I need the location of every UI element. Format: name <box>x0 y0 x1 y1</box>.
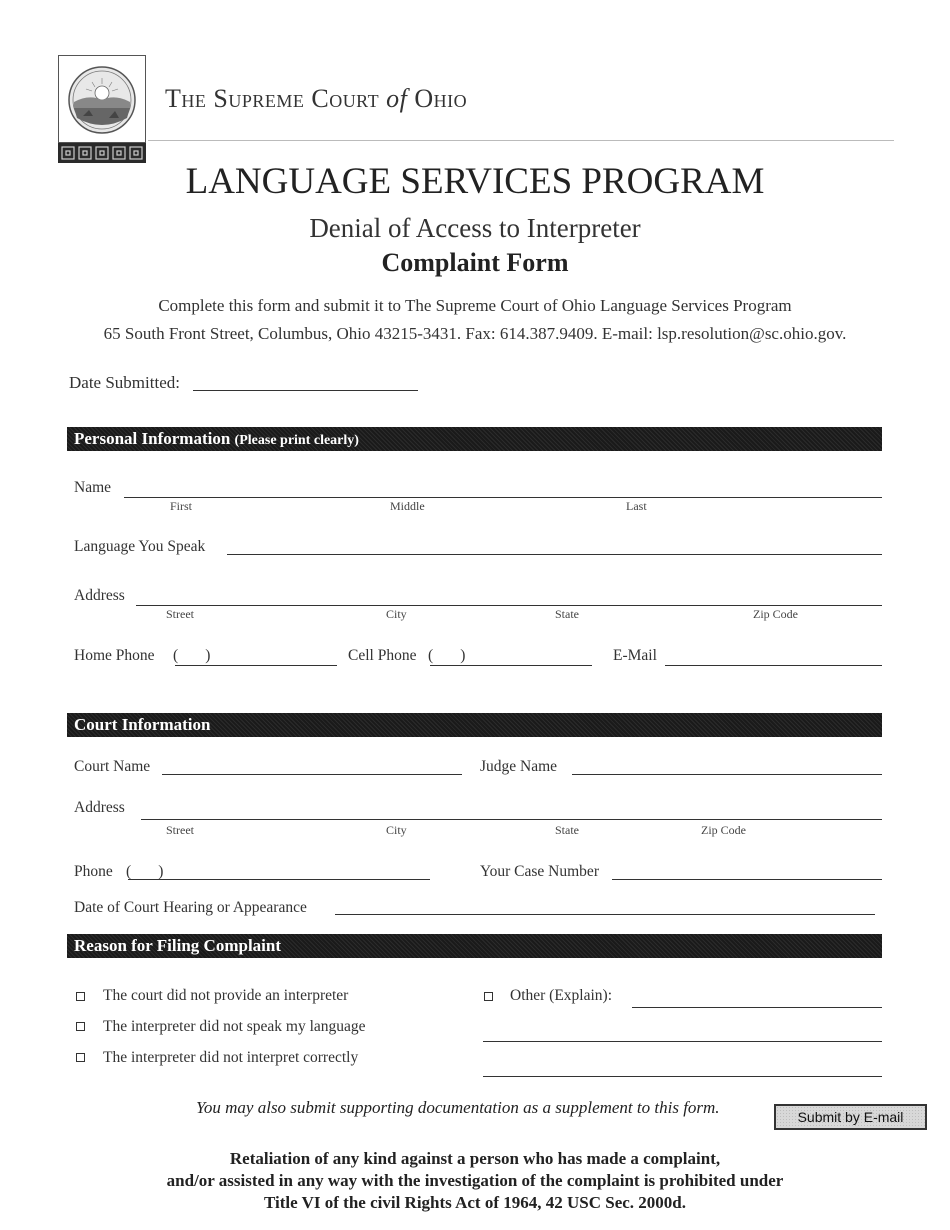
personal-info-heading-note: (Please print clearly) <box>234 433 359 448</box>
name-label: Name <box>74 479 112 496</box>
case-number-field[interactable] <box>612 879 882 880</box>
instructions-line2: 65 South Front Street, Columbus, Ohio 43215-3431. Fax: 614.387.9409. E-mail: lsp.resolution@sc.ohio.gov. <box>103 324 847 343</box>
email-field[interactable] <box>665 665 882 666</box>
language-field[interactable] <box>227 554 882 555</box>
judge-name-field[interactable] <box>572 774 882 775</box>
form-subtitle: Denial of Access to Interpreter <box>309 213 641 243</box>
address-sub-zip: Zip Code <box>753 607 798 621</box>
court-name-header <box>165 84 467 114</box>
reason-option-no-interpreter: The court did not provide an interpreter <box>103 987 349 1004</box>
court-name-prefix: The Supreme Court <box>165 84 387 113</box>
judge-name-label: Judge Name <box>480 758 558 775</box>
reason-checkbox-wrong-language[interactable] <box>76 1022 85 1031</box>
language-label: Language You Speak <box>74 538 206 555</box>
reason-checkbox-no-interpreter[interactable] <box>76 992 85 1001</box>
court-name-label: Court Name <box>74 758 151 775</box>
seal-icon <box>59 56 145 142</box>
reason-other-label: Other (Explain): <box>510 987 613 1004</box>
court-phone-field[interactable] <box>128 879 430 880</box>
instructions-line1: Complete this form and submit it to The Supreme Court of Ohio Language Services Program <box>158 296 792 315</box>
reason-checkbox-incorrect-interpretation[interactable] <box>76 1053 85 1062</box>
court-name-field[interactable] <box>162 774 462 775</box>
address-field[interactable] <box>136 605 882 606</box>
hearing-date-label: Date of Court Hearing or Appearance <box>74 899 307 916</box>
court-address-sub-city: City <box>386 823 407 837</box>
email-label: E-Mail <box>613 647 657 664</box>
retaliation-notice-line3: Title VI of the civil Rights Act of 1964, 42 USC Sec. 2000d. <box>263 1193 686 1212</box>
hearing-date-field[interactable] <box>335 914 875 915</box>
other-explain-field-3[interactable] <box>483 1076 882 1077</box>
cell-phone-field[interactable] <box>430 665 592 666</box>
address-sub-state: State <box>555 607 579 621</box>
court-address-sub-street: Street <box>166 823 194 837</box>
reason-option-incorrect-interpretation: The interpreter did not interpret correctly <box>103 1049 359 1066</box>
header-divider <box>148 140 894 141</box>
submit-by-email-button[interactable]: Submit by E-mail <box>774 1104 927 1130</box>
reason-option-wrong-language: The interpreter did not speak my language <box>103 1018 366 1035</box>
court-address-sub-zip: Zip Code <box>701 823 746 837</box>
other-explain-field-1[interactable] <box>632 1007 882 1008</box>
case-number-label: Your Case Number <box>480 863 599 880</box>
name-sub-first: First <box>170 499 193 513</box>
court-phone-paren: ( ) <box>126 863 164 880</box>
court-seal-logo <box>58 55 146 143</box>
court-name-of: of <box>386 84 408 113</box>
address-sub-street: Street <box>166 607 194 621</box>
home-phone-field[interactable] <box>175 665 337 666</box>
name-field[interactable] <box>124 497 882 498</box>
cell-phone-label: Cell Phone <box>348 647 417 664</box>
program-title: LANGUAGE SERVICES PROGRAM <box>185 161 765 202</box>
name-sub-last: Last <box>626 499 647 513</box>
supplement-note: You may also submit supporting documentation as a supplement to this form. <box>196 1098 720 1117</box>
court-address-field[interactable] <box>141 819 882 820</box>
date-submitted-label: Date Submitted: <box>69 373 180 392</box>
court-info-heading: Court Information <box>67 713 882 737</box>
court-name-suffix: Ohio <box>407 84 468 113</box>
address-sub-city: City <box>386 607 407 621</box>
form-name: Complaint Form <box>381 248 569 277</box>
personal-info-heading <box>67 427 882 451</box>
other-explain-field-2[interactable] <box>483 1041 882 1042</box>
cell-phone-paren: ( ) <box>428 647 466 664</box>
reason-checkbox-other[interactable] <box>484 992 493 1001</box>
retaliation-notice-line2: and/or assisted in any way with the investigation of the complaint is prohibited under <box>166 1171 784 1190</box>
address-label: Address <box>74 587 125 604</box>
retaliation-notice-line1: Retaliation of any kind against a person who has made a complaint, <box>229 1149 721 1168</box>
court-phone-label: Phone <box>74 863 113 880</box>
court-address-label: Address <box>74 799 125 816</box>
court-address-sub-state: State <box>555 823 579 837</box>
personal-info-heading-text: Personal Information <box>74 429 231 448</box>
name-sub-middle: Middle <box>390 499 425 513</box>
date-submitted-field[interactable] <box>193 390 418 391</box>
home-phone-label: Home Phone <box>74 647 155 664</box>
reason-heading: Reason for Filing Complaint <box>67 934 882 958</box>
home-phone-paren: ( ) <box>173 647 211 664</box>
